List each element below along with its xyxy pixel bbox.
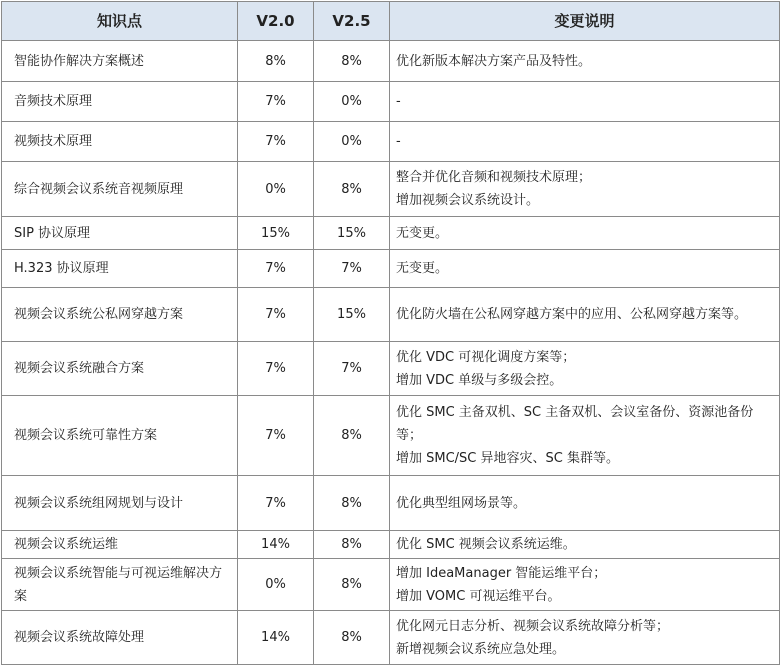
topic-cell: H.323 协议原理 [2,250,238,288]
v25-cell: 15% [314,288,390,342]
change-cell [390,396,780,476]
change-cell [390,250,780,288]
v20-cell: 7% [238,476,314,531]
v20-cell: 0% [238,162,314,217]
v25-cell: 0% [314,122,390,162]
table-row [2,342,780,396]
change-cell [390,611,780,665]
change-line: 优化典型组网场景等。 [396,495,527,511]
syllabus-change-table [1,1,780,665]
v20-cell: 14% [238,611,314,665]
v25-cell: 7% [314,342,390,396]
topic-cell: 视频会议系统公私网穿越方案 [2,288,238,342]
change-cell [390,217,780,250]
v25-cell: 8% [314,559,390,611]
topic-cell: 视频会议系统运维 [2,531,238,559]
table-row [2,217,780,250]
topic-cell: 视频技术原理 [2,122,238,162]
v20-cell: 8% [238,41,314,82]
v25-cell: 8% [314,396,390,476]
table-row [2,41,780,82]
v20-cell: 7% [238,122,314,162]
change-line: 优化新版本解决方案产品及特性。 [396,53,592,69]
table-row [2,162,780,217]
table-row [2,559,780,611]
change-line: 增加 VOMC 可视运维平台。 [396,588,561,604]
change-cell [390,288,780,342]
v25-cell: 7% [314,250,390,288]
v20-cell: 0% [238,559,314,611]
v25-cell: 8% [314,162,390,217]
table-row [2,288,780,342]
change-cell [390,476,780,531]
header-v20: V2.0 [238,2,314,41]
change-line: 优化 SMC 主备双机、SC 主备双机、会议室备份、资源池备份等； [396,405,754,443]
topic-cell: 视频会议系统故障处理 [2,611,238,665]
table-row [2,250,780,288]
change-line: 优化防火墙在公私网穿越方案中的应用、公私网穿越方案等。 [396,307,748,322]
v20-cell: 15% [238,217,314,250]
v25-cell: 0% [314,82,390,122]
change-cell [390,559,780,611]
v20-cell: 7% [238,250,314,288]
v25-cell: 8% [314,41,390,82]
topic-cell: SIP 协议原理 [2,217,238,250]
change-cell [390,122,780,162]
topic-cell: 综合视频会议系统音视频原理 [2,162,238,217]
topic-cell: 视频会议系统可靠性方案 [2,396,238,476]
v25-cell: 15% [314,217,390,250]
v20-cell: 14% [238,531,314,559]
table-row [2,531,780,559]
table-row [2,476,780,531]
table-row [2,611,780,665]
change-line: 增加视频会议系统设计。 [396,193,540,208]
table-row [2,82,780,122]
change-line: - [396,134,401,149]
change-line: 新增视频会议系统应急处理。 [396,641,566,657]
change-line: 无变更。 [396,225,449,241]
v20-cell: 7% [238,396,314,476]
topic-cell: 智能协作解决方案概述 [2,41,238,82]
change-line: 增加 IdeaManager 智能运维平台； [396,565,607,581]
change-line: 优化网元日志分析、视频会议系统故障分析等； [396,618,670,634]
table-header-row [2,2,780,41]
change-cell [390,162,780,217]
header-topic: 知识点 [2,2,238,41]
change-cell [390,41,780,82]
change-line: 优化 SMC 视频会议系统运维。 [396,537,576,552]
change-cell [390,82,780,122]
topic-cell: 音频技术原理 [2,82,238,122]
change-line: 增加 VDC 单级与多级会控。 [396,372,563,388]
v20-cell: 7% [238,342,314,396]
v20-cell: 7% [238,82,314,122]
topic-cell: 视频会议系统智能与可视运维解决方案 [2,559,238,611]
header-v25: V2.5 [314,2,390,41]
table-row [2,396,780,476]
v25-cell: 8% [314,611,390,665]
change-cell [390,531,780,559]
table-row [2,122,780,162]
change-line: 优化 VDC 可视化调度方案等； [396,349,576,365]
v25-cell: 8% [314,476,390,531]
change-cell [390,342,780,396]
change-line: 增加 SMC/SC 异地容灾、SC 集群等。 [396,451,619,466]
topic-cell: 视频会议系统融合方案 [2,342,238,396]
change-line: 无变更。 [396,261,449,276]
topic-cell: 视频会议系统组网规划与设计 [2,476,238,531]
change-line: 整合并优化音频和视频技术原理； [396,170,592,185]
header-change: 变更说明 [390,2,780,41]
v25-cell: 8% [314,531,390,559]
change-line: - [396,94,401,109]
v20-cell: 7% [238,288,314,342]
